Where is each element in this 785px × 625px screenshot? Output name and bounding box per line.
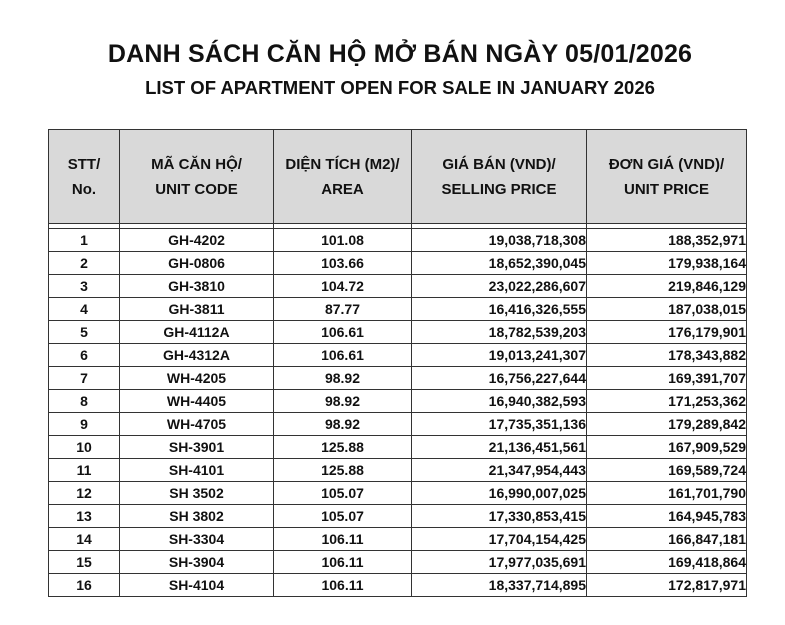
cell-no: 13 xyxy=(49,505,120,528)
cell-unit-code: GH-4112A xyxy=(120,321,274,344)
header-no xyxy=(49,130,120,224)
header-area-line2: AREA xyxy=(321,180,364,198)
cell-area: 104.72 xyxy=(274,275,412,298)
cell-no: 14 xyxy=(49,528,120,551)
table-row xyxy=(49,459,747,482)
header-selling-price-line1: GIÁ BÁN (VND)/ xyxy=(442,155,556,173)
cell-selling-price: 19,038,718,308 xyxy=(412,229,587,252)
cell-area: 101.08 xyxy=(274,229,412,252)
cell-unit-code: SH-3304 xyxy=(120,528,274,551)
cell-unit-price: 171,253,362 xyxy=(587,390,747,413)
cell-selling-price: 21,136,451,561 xyxy=(412,436,587,459)
cell-unit-price: 176,179,901 xyxy=(587,321,747,344)
header-no-line1: STT/ xyxy=(67,155,101,173)
cell-unit-code: WH-4205 xyxy=(120,367,274,390)
table-row xyxy=(49,505,747,528)
cell-area: 98.92 xyxy=(274,413,412,436)
cell-selling-price: 21,347,954,443 xyxy=(412,459,587,482)
cell-area: 103.66 xyxy=(274,252,412,275)
cell-no: 7 xyxy=(49,367,120,390)
cell-no: 12 xyxy=(49,482,120,505)
cell-unit-price: 179,289,842 xyxy=(587,413,747,436)
cell-unit-price: 164,945,783 xyxy=(587,505,747,528)
table-row xyxy=(49,298,747,321)
cell-area: 98.92 xyxy=(274,390,412,413)
cell-unit-price: 219,846,129 xyxy=(587,275,747,298)
cell-no: 1 xyxy=(49,229,120,252)
cell-selling-price: 18,337,714,895 xyxy=(412,574,587,597)
table-row xyxy=(49,321,747,344)
cell-unit-code: SH-3901 xyxy=(120,436,274,459)
header-unit-price-line1: ĐƠN GIÁ (VND)/ xyxy=(608,155,725,173)
cell-no: 16 xyxy=(49,574,120,597)
table-body xyxy=(49,224,747,597)
header-unit-code xyxy=(120,130,274,224)
cell-unit-price: 169,589,724 xyxy=(587,459,747,482)
cell-no: 2 xyxy=(49,252,120,275)
table-row xyxy=(49,551,747,574)
header-area xyxy=(274,130,412,224)
cell-selling-price: 17,977,035,691 xyxy=(412,551,587,574)
cell-unit-code: SH 3502 xyxy=(120,482,274,505)
header-selling-price-line2: SELLING PRICE xyxy=(441,180,557,198)
cell-unit-price: 169,418,864 xyxy=(587,551,747,574)
table-row xyxy=(49,252,747,275)
table-row xyxy=(49,528,747,551)
header-unit-code-line1: MÃ CĂN HỘ/ xyxy=(151,155,242,173)
table-row xyxy=(49,275,747,298)
cell-area: 98.92 xyxy=(274,367,412,390)
table-row xyxy=(49,229,747,252)
cell-selling-price: 16,756,227,644 xyxy=(412,367,587,390)
table-row xyxy=(49,436,747,459)
cell-selling-price: 23,022,286,607 xyxy=(412,275,587,298)
table-row xyxy=(49,390,747,413)
cell-area: 106.61 xyxy=(274,344,412,367)
cell-unit-price: 169,391,707 xyxy=(587,367,747,390)
cell-area: 105.07 xyxy=(274,505,412,528)
cell-selling-price: 18,782,539,203 xyxy=(412,321,587,344)
header-area-line1: DIỆN TÍCH (M2)/ xyxy=(285,155,400,173)
cell-no: 8 xyxy=(49,390,120,413)
cell-unit-price: 188,352,971 xyxy=(587,229,747,252)
table-row xyxy=(49,344,747,367)
cell-unit-code: GH-3811 xyxy=(120,298,274,321)
cell-unit-code: SH-4104 xyxy=(120,574,274,597)
cell-unit-price: 161,701,790 xyxy=(587,482,747,505)
cell-unit-code: SH 3802 xyxy=(120,505,274,528)
cell-area: 106.11 xyxy=(274,528,412,551)
cell-unit-price: 179,938,164 xyxy=(587,252,747,275)
table-row xyxy=(49,367,747,390)
cell-area: 106.11 xyxy=(274,574,412,597)
cell-unit-code: WH-4705 xyxy=(120,413,274,436)
document-title: DANH SÁCH CĂN HỘ MỞ BÁN NGÀY 05/01/2026 xyxy=(107,40,693,68)
header-unit-code-line2: UNIT CODE xyxy=(155,180,238,198)
cell-selling-price: 17,704,154,425 xyxy=(412,528,587,551)
table-header xyxy=(49,130,747,224)
cell-unit-code: SH-4101 xyxy=(120,459,274,482)
document-subtitle: LIST OF APARTMENT OPEN FOR SALE IN JANUARY 2026 xyxy=(145,77,655,98)
header-selling-price xyxy=(412,130,587,224)
cell-area: 125.88 xyxy=(274,459,412,482)
cell-no: 3 xyxy=(49,275,120,298)
cell-area: 105.07 xyxy=(274,482,412,505)
table-row xyxy=(49,574,747,597)
cell-unit-price: 167,909,529 xyxy=(587,436,747,459)
header-unit-price-line2: UNIT PRICE xyxy=(623,180,709,198)
cell-unit-code: WH-4405 xyxy=(120,390,274,413)
cell-unit-price: 178,343,882 xyxy=(587,344,747,367)
cell-selling-price: 16,940,382,593 xyxy=(412,390,587,413)
cell-no: 11 xyxy=(49,459,120,482)
cell-area: 87.77 xyxy=(274,298,412,321)
cell-unit-code: GH-0806 xyxy=(120,252,274,275)
cell-no: 5 xyxy=(49,321,120,344)
table-row xyxy=(49,482,747,505)
cell-selling-price: 16,990,007,025 xyxy=(412,482,587,505)
cell-unit-code: SH-3904 xyxy=(120,551,274,574)
cell-no: 6 xyxy=(49,344,120,367)
table-row xyxy=(49,413,747,436)
header-row xyxy=(49,130,747,224)
cell-unit-price: 166,847,181 xyxy=(587,528,747,551)
cell-unit-code: GH-4202 xyxy=(120,229,274,252)
cell-unit-price: 187,038,015 xyxy=(587,298,747,321)
cell-selling-price: 16,416,326,555 xyxy=(412,298,587,321)
apartment-price-table xyxy=(48,129,747,597)
cell-area: 106.61 xyxy=(274,321,412,344)
cell-unit-code: GH-4312A xyxy=(120,344,274,367)
cell-selling-price: 18,652,390,045 xyxy=(412,252,587,275)
cell-selling-price: 19,013,241,307 xyxy=(412,344,587,367)
cell-no: 15 xyxy=(49,551,120,574)
cell-area: 125.88 xyxy=(274,436,412,459)
cell-selling-price: 17,735,351,136 xyxy=(412,413,587,436)
header-unit-price xyxy=(587,130,747,224)
header-no-line2: No. xyxy=(71,180,97,198)
cell-unit-price: 172,817,971 xyxy=(587,574,747,597)
cell-area: 106.11 xyxy=(274,551,412,574)
cell-no: 9 xyxy=(49,413,120,436)
cell-selling-price: 17,330,853,415 xyxy=(412,505,587,528)
cell-unit-code: GH-3810 xyxy=(120,275,274,298)
cell-no: 4 xyxy=(49,298,120,321)
cell-no: 10 xyxy=(49,436,120,459)
